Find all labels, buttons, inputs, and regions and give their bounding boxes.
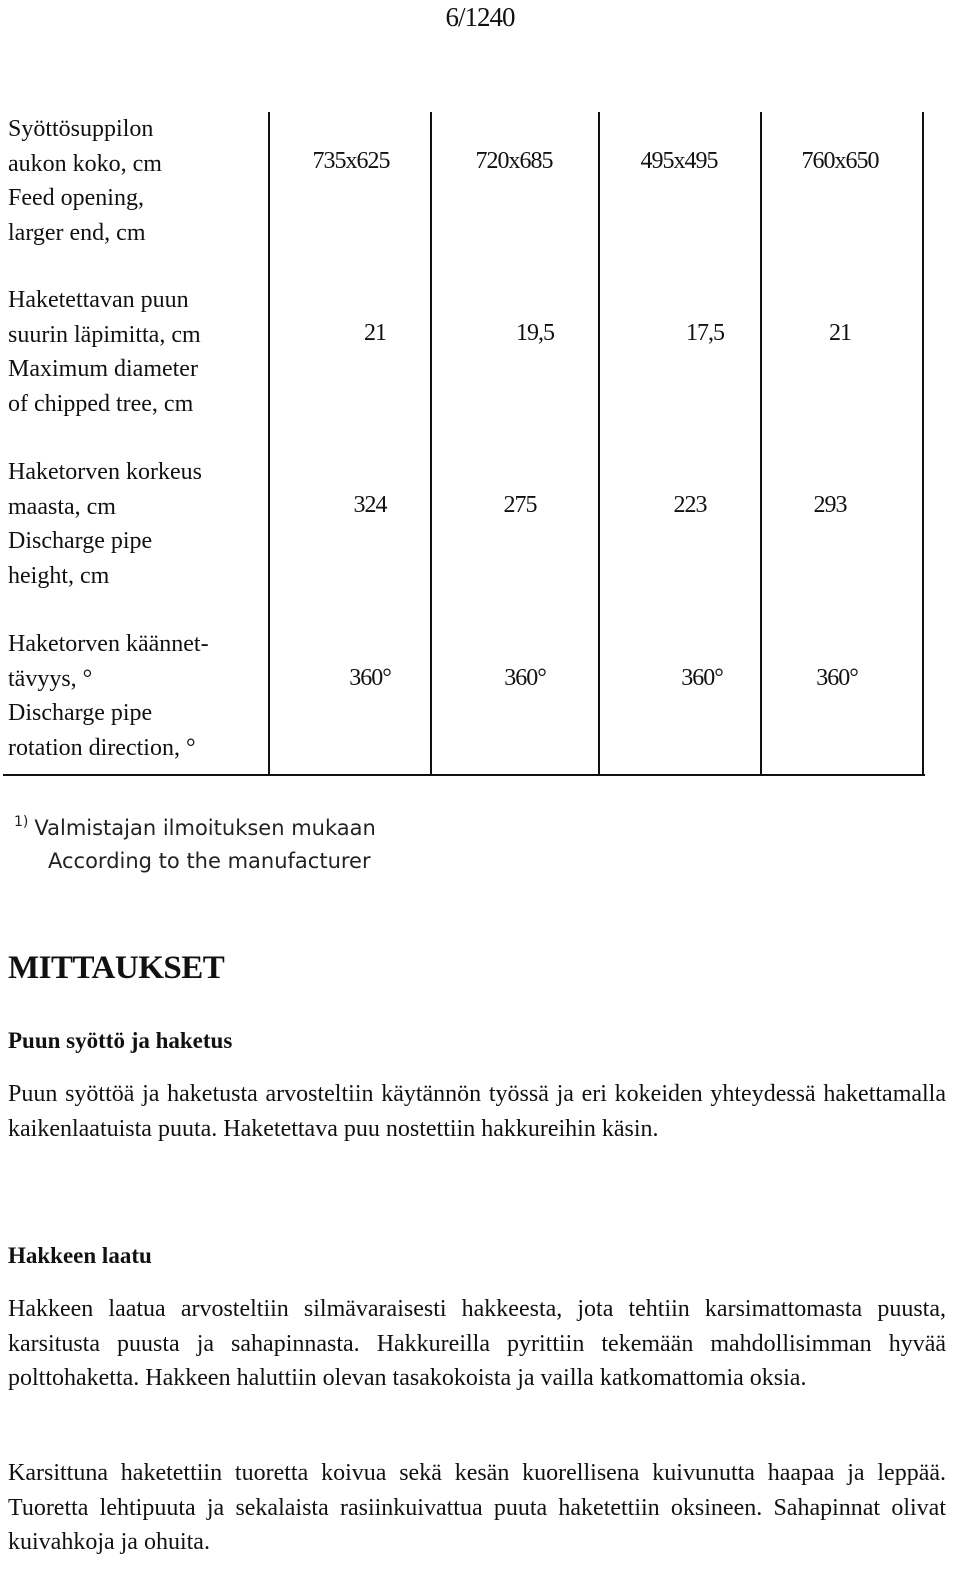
table-cell: 360° bbox=[681, 665, 723, 691]
table-cell: 293 bbox=[813, 492, 847, 518]
table-cell: 223 bbox=[673, 492, 707, 518]
row-label: Haketorven käännet- tävyys, ° Discharge pipe rotation direction, ° bbox=[8, 631, 209, 761]
table-cell: 21 bbox=[829, 320, 851, 346]
footnote bbox=[14, 806, 376, 878]
table-cell: 495x495 bbox=[640, 148, 718, 174]
table-cell: 21 bbox=[364, 320, 386, 346]
subsection-heading: Hakkeen laatu bbox=[8, 1243, 152, 1268]
paragraph: Hakkeen laatua arvosteltiin silmävaraisesti hakkeesta, jota tehtiin karsimattomasta puusta, karsitusta puusta ja sahapinnasta. Hakkureilla pyrittiin tekemään mahdollisimman hyvää polttohaketta. Hakkeen haluttiin olevan tasakokoista ja vailla katkomattomia oksia. bbox=[8, 1296, 946, 1391]
table-bottom-rule bbox=[3, 774, 925, 776]
page-number: 6/1240 bbox=[445, 2, 515, 32]
spec-table bbox=[0, 0, 960, 780]
table-cell: 324 bbox=[353, 492, 387, 518]
table-cell: 360° bbox=[349, 665, 391, 691]
paragraph: Puun syöttöä ja haketusta arvosteltiin käytännön työssä ja eri kokeiden yhteydessä hakettamalla kaikenlaatuista puuta. Haketettava puu nostettiin hakkureihin käsin. bbox=[8, 1081, 946, 1142]
section-title: MITTAUKSET bbox=[8, 950, 225, 986]
row-label: Haketorven korkeus maasta, cm Discharge pipe height, cm bbox=[8, 459, 202, 589]
footnote-line-finnish: Valmistajan ilmoituksen mukaan bbox=[34, 816, 376, 840]
table-cell: 760x650 bbox=[801, 148, 879, 174]
table-cell: 720x685 bbox=[475, 148, 553, 174]
paragraph: Karsittuna haketettiin tuoretta koivua sekä kesän kuorellisena kuivunutta haapaa ja leppää. Tuoretta lehtipuuta ja sekalaista rasiinkuivattua puuta haketettiin oksineen. Sahapinnat olivat kuivahkoja ja ohuita. bbox=[8, 1460, 946, 1555]
table-cell: 360° bbox=[504, 665, 546, 691]
row-label: Syöttösuppilon aukon koko, cm Feed opening, larger end, cm bbox=[8, 116, 162, 246]
subsection-heading: Puun syöttö ja haketus bbox=[8, 1028, 233, 1053]
table-cell: 19,5 bbox=[516, 320, 554, 346]
table-cell: 17,5 bbox=[686, 320, 724, 346]
table-cell: 275 bbox=[503, 492, 537, 518]
footnote-line-english: According to the manufacturer bbox=[48, 849, 371, 873]
footnote-marker: 1) bbox=[14, 814, 29, 830]
row-label: Haketettavan puun suurin läpimitta, cm Maximum diameter of chipped tree, cm bbox=[8, 287, 201, 417]
table-cell: 360° bbox=[816, 665, 858, 691]
table-cell: 735x625 bbox=[312, 148, 390, 174]
table-column-divider bbox=[922, 112, 924, 776]
